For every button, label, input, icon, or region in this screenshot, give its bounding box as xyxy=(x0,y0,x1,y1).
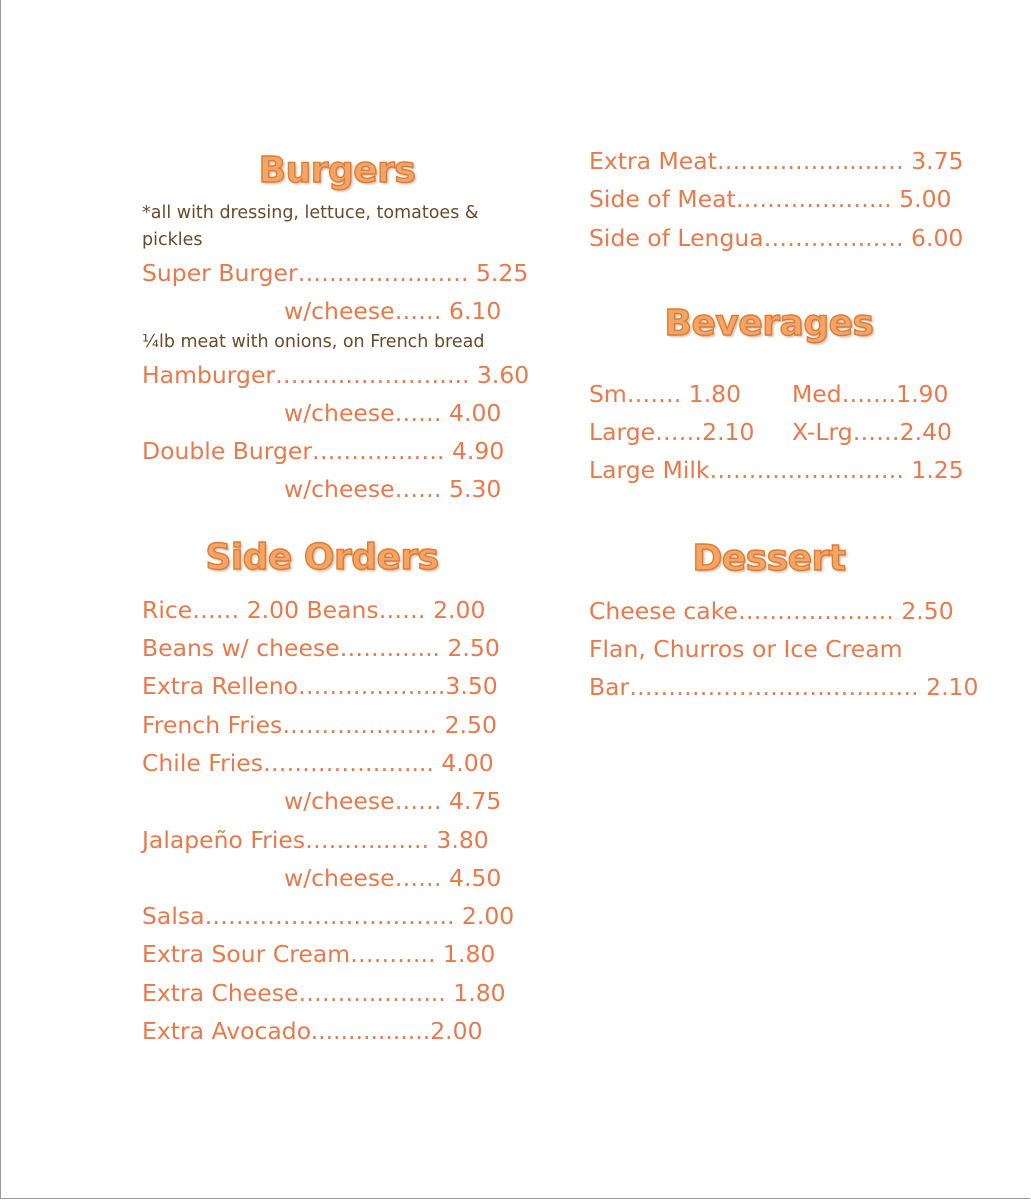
beverage-sizes xyxy=(589,375,969,452)
burgers-heading: Burgers xyxy=(258,150,416,191)
menu-item-hamburger: Hamburger……….…………... 3.60 xyxy=(142,360,530,389)
menu-item-hamburger-cheese: w/cheese…… 4.00 xyxy=(284,398,502,427)
side-orders-heading: Side Orders xyxy=(205,536,439,578)
menu-item-chile-fries-cheese: w/cheese…… 4.75 xyxy=(284,787,502,816)
left-column xyxy=(142,148,530,1050)
beverage-medium: Med…….1.90 xyxy=(792,379,949,408)
menu-item-jalapeno-fries-cheese: w/cheese…… 4.50 xyxy=(284,863,502,892)
beverage-xlarge: X-Lrg……2.40 xyxy=(792,418,952,447)
menu-item-extra-avocado: Extra Avocado................2.00 xyxy=(142,1017,483,1046)
menu-item-rice-beans: Rice…… 2.00 Beans…… 2.00 xyxy=(142,595,486,624)
menu-item-large-milk: Large Milk……….……..……. 1.25 xyxy=(589,456,964,485)
menu-item-double-burger: Double Burger……….……. 4.90 xyxy=(142,437,505,466)
menu-item-flan-churros: Flan, Churros or Ice Cream xyxy=(589,635,903,664)
menu-item-side-of-meat: Side of Meat……………….. 5.00 xyxy=(589,185,952,214)
menu-item-extra-cheese: Extra Cheese……….……... 1.80 xyxy=(142,978,506,1007)
menu-item-jalapeno-fries: Jalapeño Fries………..….. 3.80 xyxy=(142,825,489,854)
beverage-small: Sm……. 1.80 xyxy=(589,379,742,408)
menu-item-side-of-lengua: Side of Lengua…………..…. 6.00 xyxy=(589,223,964,252)
menu-item-chile-fries: Chile Fries……………….... 4.00 xyxy=(142,748,494,777)
dessert-heading: Dessert xyxy=(692,537,846,579)
menu-item-ice-cream-bar: Bar………………………………. 2.10 xyxy=(589,673,979,702)
menu-item-super-burger-cheese: w/cheese…… 6.10 xyxy=(284,297,502,326)
menu-item-double-burger-cheese: w/cheese…… 5.30 xyxy=(284,475,502,504)
burgers-note: *all with dressing, lettuce, tomatoes & pickles xyxy=(142,203,479,250)
menu-item-cheese-cake: Cheese cake………….……. 2.50 xyxy=(589,596,954,625)
right-column xyxy=(589,142,979,707)
beverages-heading: Beverages xyxy=(664,302,874,344)
menu-item-extra-sour-cream: Extra Sour Cream……….. 1.80 xyxy=(142,940,496,969)
menu-item-extra-relleno: Extra Relleno……………....3.50 xyxy=(142,672,498,701)
menu-item-beans-cheese: Beans w/ cheese…….…... 2.50 xyxy=(142,634,500,663)
menu-item-french-fries: French Fries……….…..….. 2.50 xyxy=(142,710,497,739)
menu-item-salsa: Salsa………………………….. 2.00 xyxy=(142,902,515,931)
hamburger-note: ¼lb meat with onions, on French bread xyxy=(142,331,485,352)
beverage-large: Large……2.10 xyxy=(589,418,755,447)
menu-item-extra-meat: Extra Meat……….……..…… 3.75 xyxy=(589,147,964,175)
menu-item-super-burger: Super Burger……….……..…. 5.25 xyxy=(142,259,529,287)
